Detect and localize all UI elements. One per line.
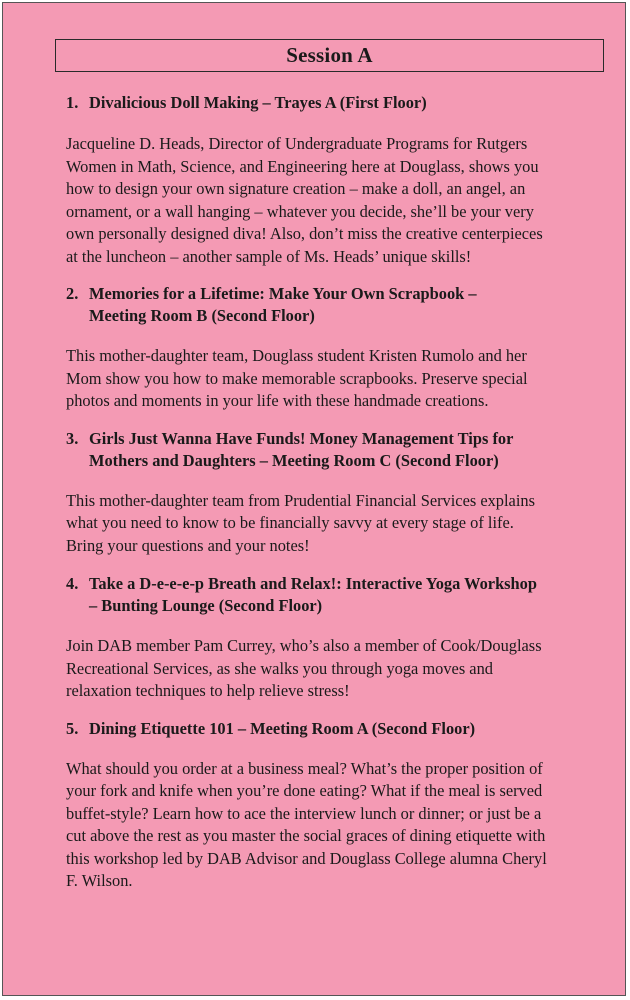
description-line: this workshop led by DAB Advisor and Douglass College alumna Cheryl	[66, 848, 547, 868]
session-heading	[66, 92, 606, 114]
description-line: cut above the rest as you master the social graces of dining etiquette with	[66, 826, 546, 845]
description-line: Join DAB member Pam Currey, who’s also a member of Cook/Douglass	[66, 636, 542, 655]
session-number: 2.	[66, 284, 79, 303]
description-line: Women in Math, Science, and Engineering here at Douglass, shows you	[66, 156, 539, 176]
session-description	[66, 490, 606, 558]
description-line: buffet-style? Learn how to ace the interview lunch or dinner; or just be a	[66, 803, 542, 823]
session-heading-line: – Bunting Lounge (Second Floor)	[89, 596, 323, 615]
session-title: Session A	[286, 43, 373, 67]
session-heading	[66, 573, 606, 617]
session-item	[66, 283, 606, 413]
description-line: Recreational Services, as she walks you through yoga moves and	[66, 658, 493, 678]
description-line: what you need to know to be financially savvy at every stage of life.	[66, 513, 514, 532]
flyer-page	[2, 2, 626, 996]
description-line: own personally designed diva! Also, don’t miss the creative centerpieces	[66, 224, 543, 243]
session-item	[66, 428, 606, 558]
description-line: relaxation techniques to help relieve stress!	[66, 681, 350, 700]
session-list	[66, 92, 606, 909]
session-number: 1.	[66, 93, 79, 112]
description-line: at the luncheon – another sample of Ms. Heads’ unique skills!	[66, 246, 472, 266]
session-heading-line: Divalicious Doll Making – Trayes A (First Floor)	[89, 93, 427, 112]
description-line: What should you order at a business meal? What’s the proper position of	[66, 758, 543, 778]
session-number: 3.	[66, 428, 79, 448]
description-line: This mother-daughter team, Douglass student Kristen Rumolo and her	[66, 346, 527, 365]
session-title-box	[55, 39, 604, 72]
session-heading-line: Mothers and Daughters – Meeting Room C (Second Floor)	[89, 450, 499, 470]
session-heading-line: Dining Etiquette 101 – Meeting Room A (Second Floor)	[89, 718, 476, 738]
description-line: Mom show you how to make memorable scrapbooks. Preserve special	[66, 368, 528, 388]
description-line: Jacqueline D. Heads, Director of Undergraduate Programs for Rutgers	[66, 134, 528, 153]
session-heading-line: Memories for a Lifetime: Make Your Own Scrapbook –	[89, 284, 477, 303]
session-heading-line: Meeting Room B (Second Floor)	[89, 306, 315, 325]
session-description	[66, 133, 606, 268]
description-line: Bring your questions and your notes!	[66, 535, 310, 555]
session-number: 5.	[66, 718, 79, 738]
description-line: F. Wilson.	[66, 871, 133, 890]
description-line: ornament, or a wall hanging – whatever you decide, she’ll be your very	[66, 201, 534, 221]
session-number: 4.	[66, 574, 79, 593]
session-heading-line: Take a D-e-e-e-p Breath and Relax!: Interactive Yoga Workshop	[89, 574, 537, 593]
session-heading	[66, 283, 606, 327]
session-heading	[66, 428, 606, 472]
session-description	[66, 345, 606, 413]
session-description	[66, 758, 606, 893]
description-line: how to design your own signature creation – make a doll, an angel, an	[66, 179, 526, 198]
session-heading-line: Girls Just Wanna Have Funds! Money Management Tips for	[89, 428, 514, 448]
session-item	[66, 718, 606, 893]
session-item	[66, 573, 606, 703]
description-line: photos and moments in your life with these handmade creations.	[66, 391, 489, 410]
description-line: This mother-daughter team from Prudential Financial Services explains	[66, 490, 535, 510]
session-item	[66, 92, 606, 268]
session-description	[66, 635, 606, 703]
session-heading	[66, 718, 606, 740]
description-line: your fork and knife when you’re done eating? What if the meal is served	[66, 781, 543, 800]
